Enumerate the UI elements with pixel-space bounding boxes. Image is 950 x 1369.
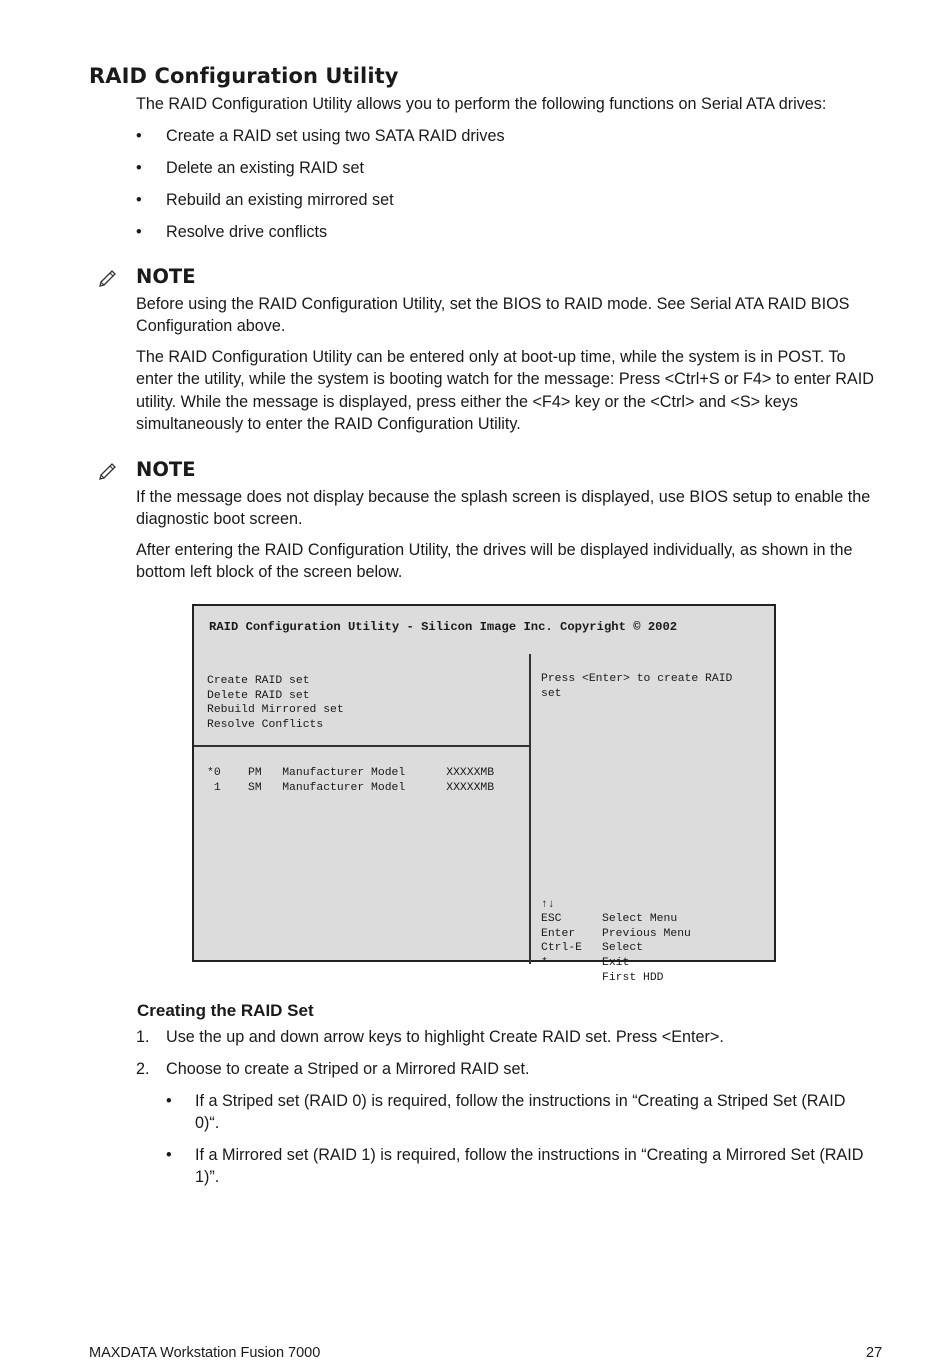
- list-item-text: Delete an existing RAID set: [166, 159, 364, 177]
- key-desc: Exit: [602, 956, 630, 969]
- after-paragraph: After entering the RAID Configuration Utility, the drives will be displayed individually, as shown in the bottom left block of the screen below.: [136, 541, 853, 582]
- entry-paragraph: The RAID Configuration Utility can be entered only at boot-up time, while the system is in POST. To enter the utility, while the system is booting watch for the message: Press <Ctrl+S or F4> to enter RAID utility. While the message is displayed, press either the <F4> key or the <Ctrl> and <S> keys simultaneously to enter the RAID Configuration Utility.: [136, 348, 874, 434]
- note-text: Before using the RAID Configuration Utility, set the BIOS to RAID mode. See Serial ATA RAID BIOS Configuration above.: [136, 295, 850, 336]
- section-heading: RAID Configuration Utility: [89, 64, 399, 88]
- bios-title: RAID Configuration Utility - Silicon Image Inc. Copyright © 2002: [209, 620, 678, 634]
- key-name: *: [541, 956, 548, 969]
- key-name: Enter: [541, 927, 576, 940]
- list-item-text: Rebuild an existing mirrored set: [166, 191, 394, 209]
- note-label: NOTE: [136, 458, 196, 481]
- step-text: Choose to create a Striped or a Mirrored RAID set.: [166, 1060, 530, 1078]
- step-number: 2.: [136, 1060, 150, 1078]
- pencil-icon: [98, 460, 120, 480]
- key-name: ESC: [541, 913, 562, 926]
- key-desc: Select: [602, 942, 644, 955]
- drive-row: 1 SM Manufacturer Model XXXXXMB: [207, 781, 495, 794]
- bios-screen: [192, 604, 776, 984]
- step-number: 1.: [136, 1028, 150, 1046]
- bios-divider-vertical: [529, 654, 531, 964]
- sub-list-item-text: If a Mirrored set (RAID 1) is required, follow the instructions in “Creating a Mirrored Set (RAID 1)”.: [195, 1146, 864, 1187]
- note-label: NOTE: [136, 265, 196, 288]
- key-desc: First HDD: [602, 971, 664, 984]
- bios-menu: Create RAID set Delete RAID set Rebuild Mirrored set Resolve Conflicts: [207, 675, 344, 731]
- bullet-icon: •: [136, 223, 142, 241]
- bullet-icon: •: [136, 159, 142, 177]
- footer-product: MAXDATA Workstation Fusion 7000: [89, 1345, 321, 1361]
- page-number: 27: [866, 1345, 883, 1361]
- list-item-text: Resolve drive conflicts: [166, 223, 328, 241]
- pencil-icon: [98, 267, 120, 287]
- note-text: If the message does not display because the splash screen is displayed, use BIOS setup to enable the diagnostic boot screen.: [136, 488, 871, 529]
- key-name: ↑↓: [541, 898, 555, 911]
- bios-divider-horizontal: [194, 745, 530, 747]
- drive-row: *0 PM Manufacturer Model XXXXXMB: [207, 767, 495, 779]
- bullet-icon: •: [136, 127, 142, 145]
- bullet-icon: •: [166, 1092, 172, 1110]
- key-desc: Select Menu: [602, 913, 678, 926]
- bios-help-text: Press <Enter> to create RAID set: [541, 673, 733, 700]
- step-text: Use the up and down arrow keys to highlight Create RAID set. Press <Enter>.: [166, 1028, 724, 1046]
- key-name: Ctrl-E: [541, 942, 583, 955]
- key-desc: Previous Menu: [602, 927, 691, 940]
- sub-list-item-text: If a Striped set (RAID 0) is required, follow the instructions in “Creating a Striped Set (RAID 0)“.: [195, 1092, 846, 1133]
- bullet-icon: •: [166, 1146, 172, 1164]
- intro-paragraph: The RAID Configuration Utility allows you to perform the following functions on Serial ATA drives:: [136, 95, 827, 113]
- subsection-heading: Creating the RAID Set: [137, 1001, 314, 1020]
- list-item-text: Create a RAID set using two SATA RAID drives: [166, 127, 505, 145]
- bullet-icon: •: [136, 191, 142, 209]
